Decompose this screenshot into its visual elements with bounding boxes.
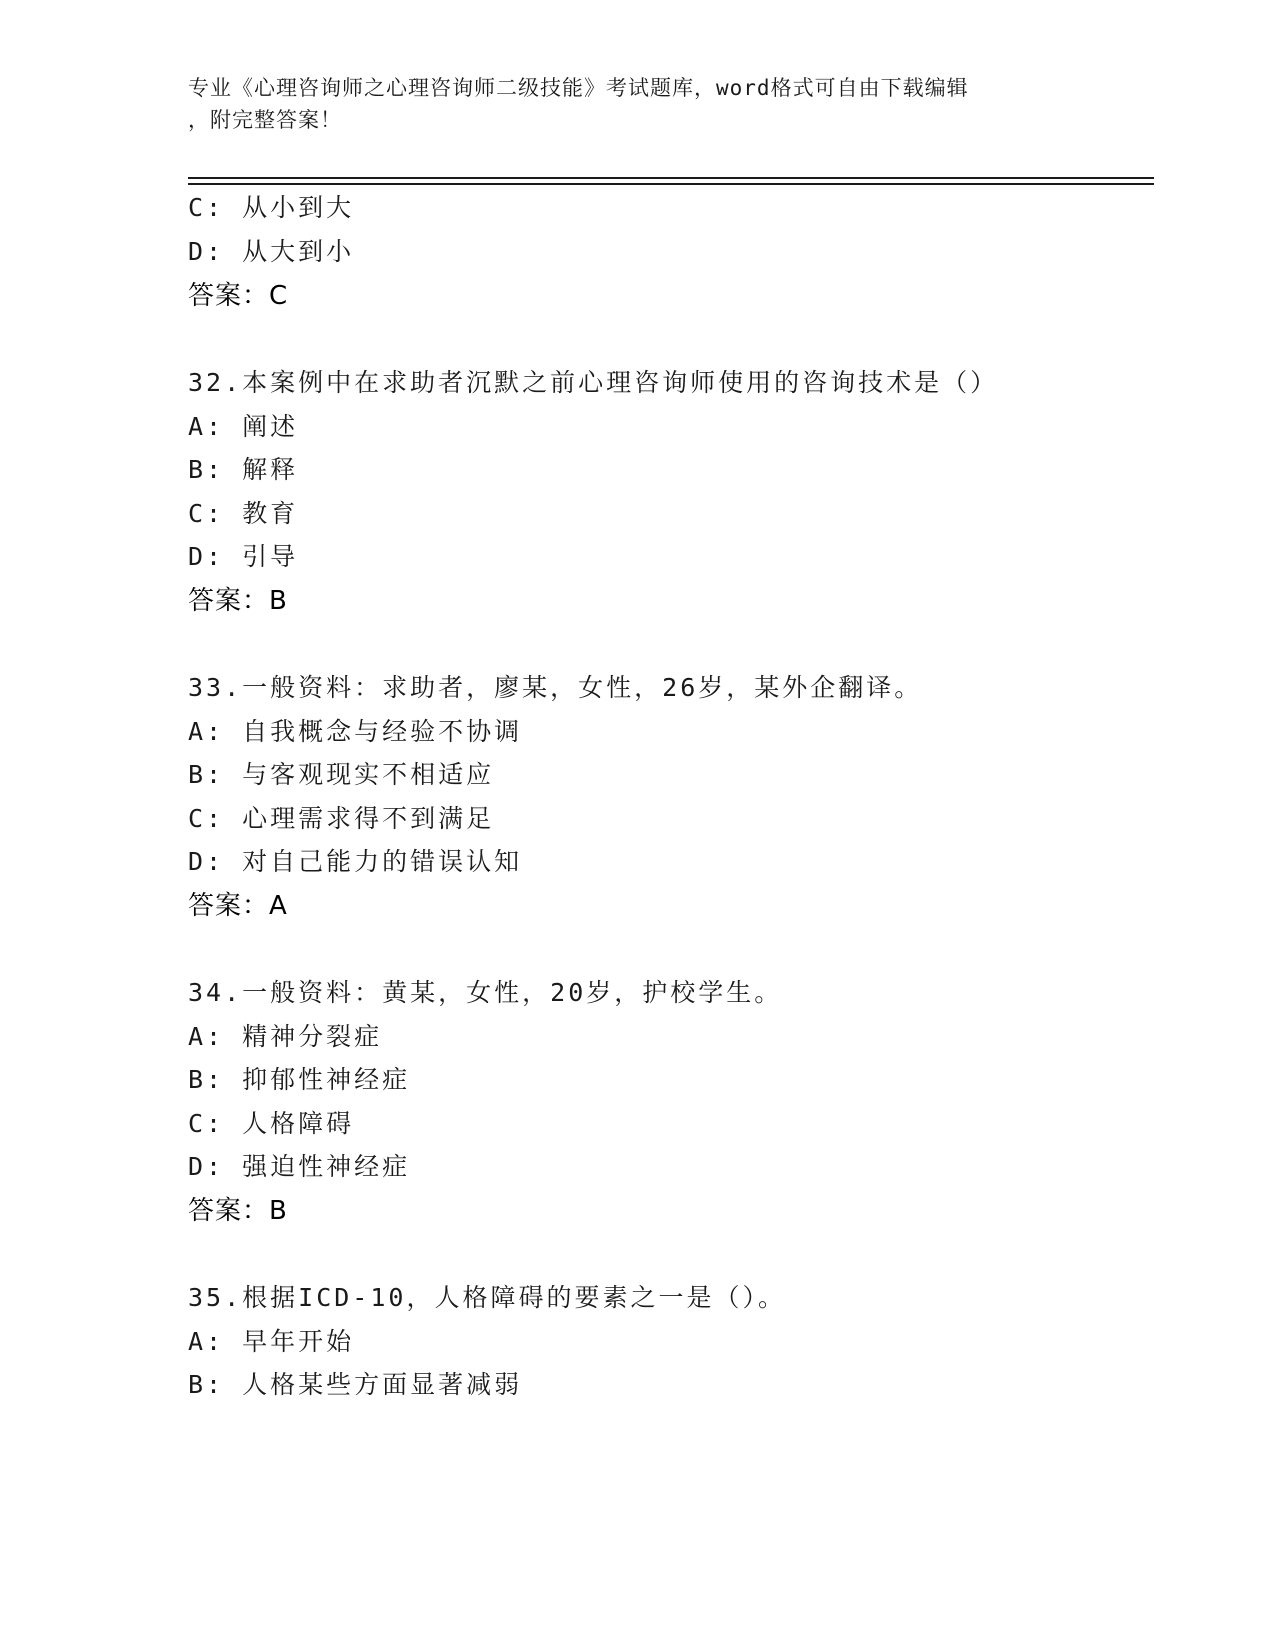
answer-line: 答案：B [188, 586, 288, 616]
option-a: A: 早年开始 [188, 1327, 355, 1356]
option-b: B: 人格某些方面显著减弱 [188, 1370, 523, 1399]
answer-line: 答案：A [188, 891, 288, 921]
option-a: A: 阐述 [188, 412, 299, 441]
question-stem: 33.一般资料：求助者，廖某，女性，26岁，某外企翻译。 [188, 673, 923, 702]
question-stem: 34.一般资料：黄某，女性，20岁，护校学生。 [188, 978, 783, 1007]
option-a: A: 自我概念与经验不协调 [188, 717, 523, 746]
option-d: D: 对自己能力的错误认知 [188, 847, 523, 876]
option-b: B: 解释 [188, 455, 299, 484]
option-d: D: 引导 [188, 542, 299, 571]
option-b: B: 与客观现实不相适应 [188, 760, 495, 789]
question-stem: 32.本案例中在求助者沉默之前心理咨询师使用的咨询技术是（） [188, 368, 999, 397]
question-stem: 35.根据ICD-10，人格障碍的要素之一是（）。 [188, 1283, 786, 1312]
option-c: C: 心理需求得不到满足 [188, 804, 495, 833]
header-divider-bottom [188, 183, 1154, 185]
header-divider-top [188, 177, 1154, 179]
answer-line: 答案：B [188, 1196, 288, 1226]
document-header [188, 72, 1068, 136]
option-d: D: 从大到小 [188, 237, 355, 266]
answer-line: 答案：C [188, 281, 289, 311]
header-line-2: ，附完整答案！ [188, 108, 342, 132]
option-c: C: 人格障碍 [188, 1109, 355, 1138]
header-line-1: 专业《心理咨询师之心理咨询师二级技能》考试题库，word格式可自由下载编辑 [188, 76, 969, 100]
option-b: B: 抑郁性神经症 [188, 1065, 411, 1094]
option-c: C: 教育 [188, 499, 299, 528]
option-c: C: 从小到大 [188, 193, 355, 222]
option-d: D: 强迫性神经症 [188, 1152, 411, 1181]
option-a: A: 精神分裂症 [188, 1022, 383, 1051]
